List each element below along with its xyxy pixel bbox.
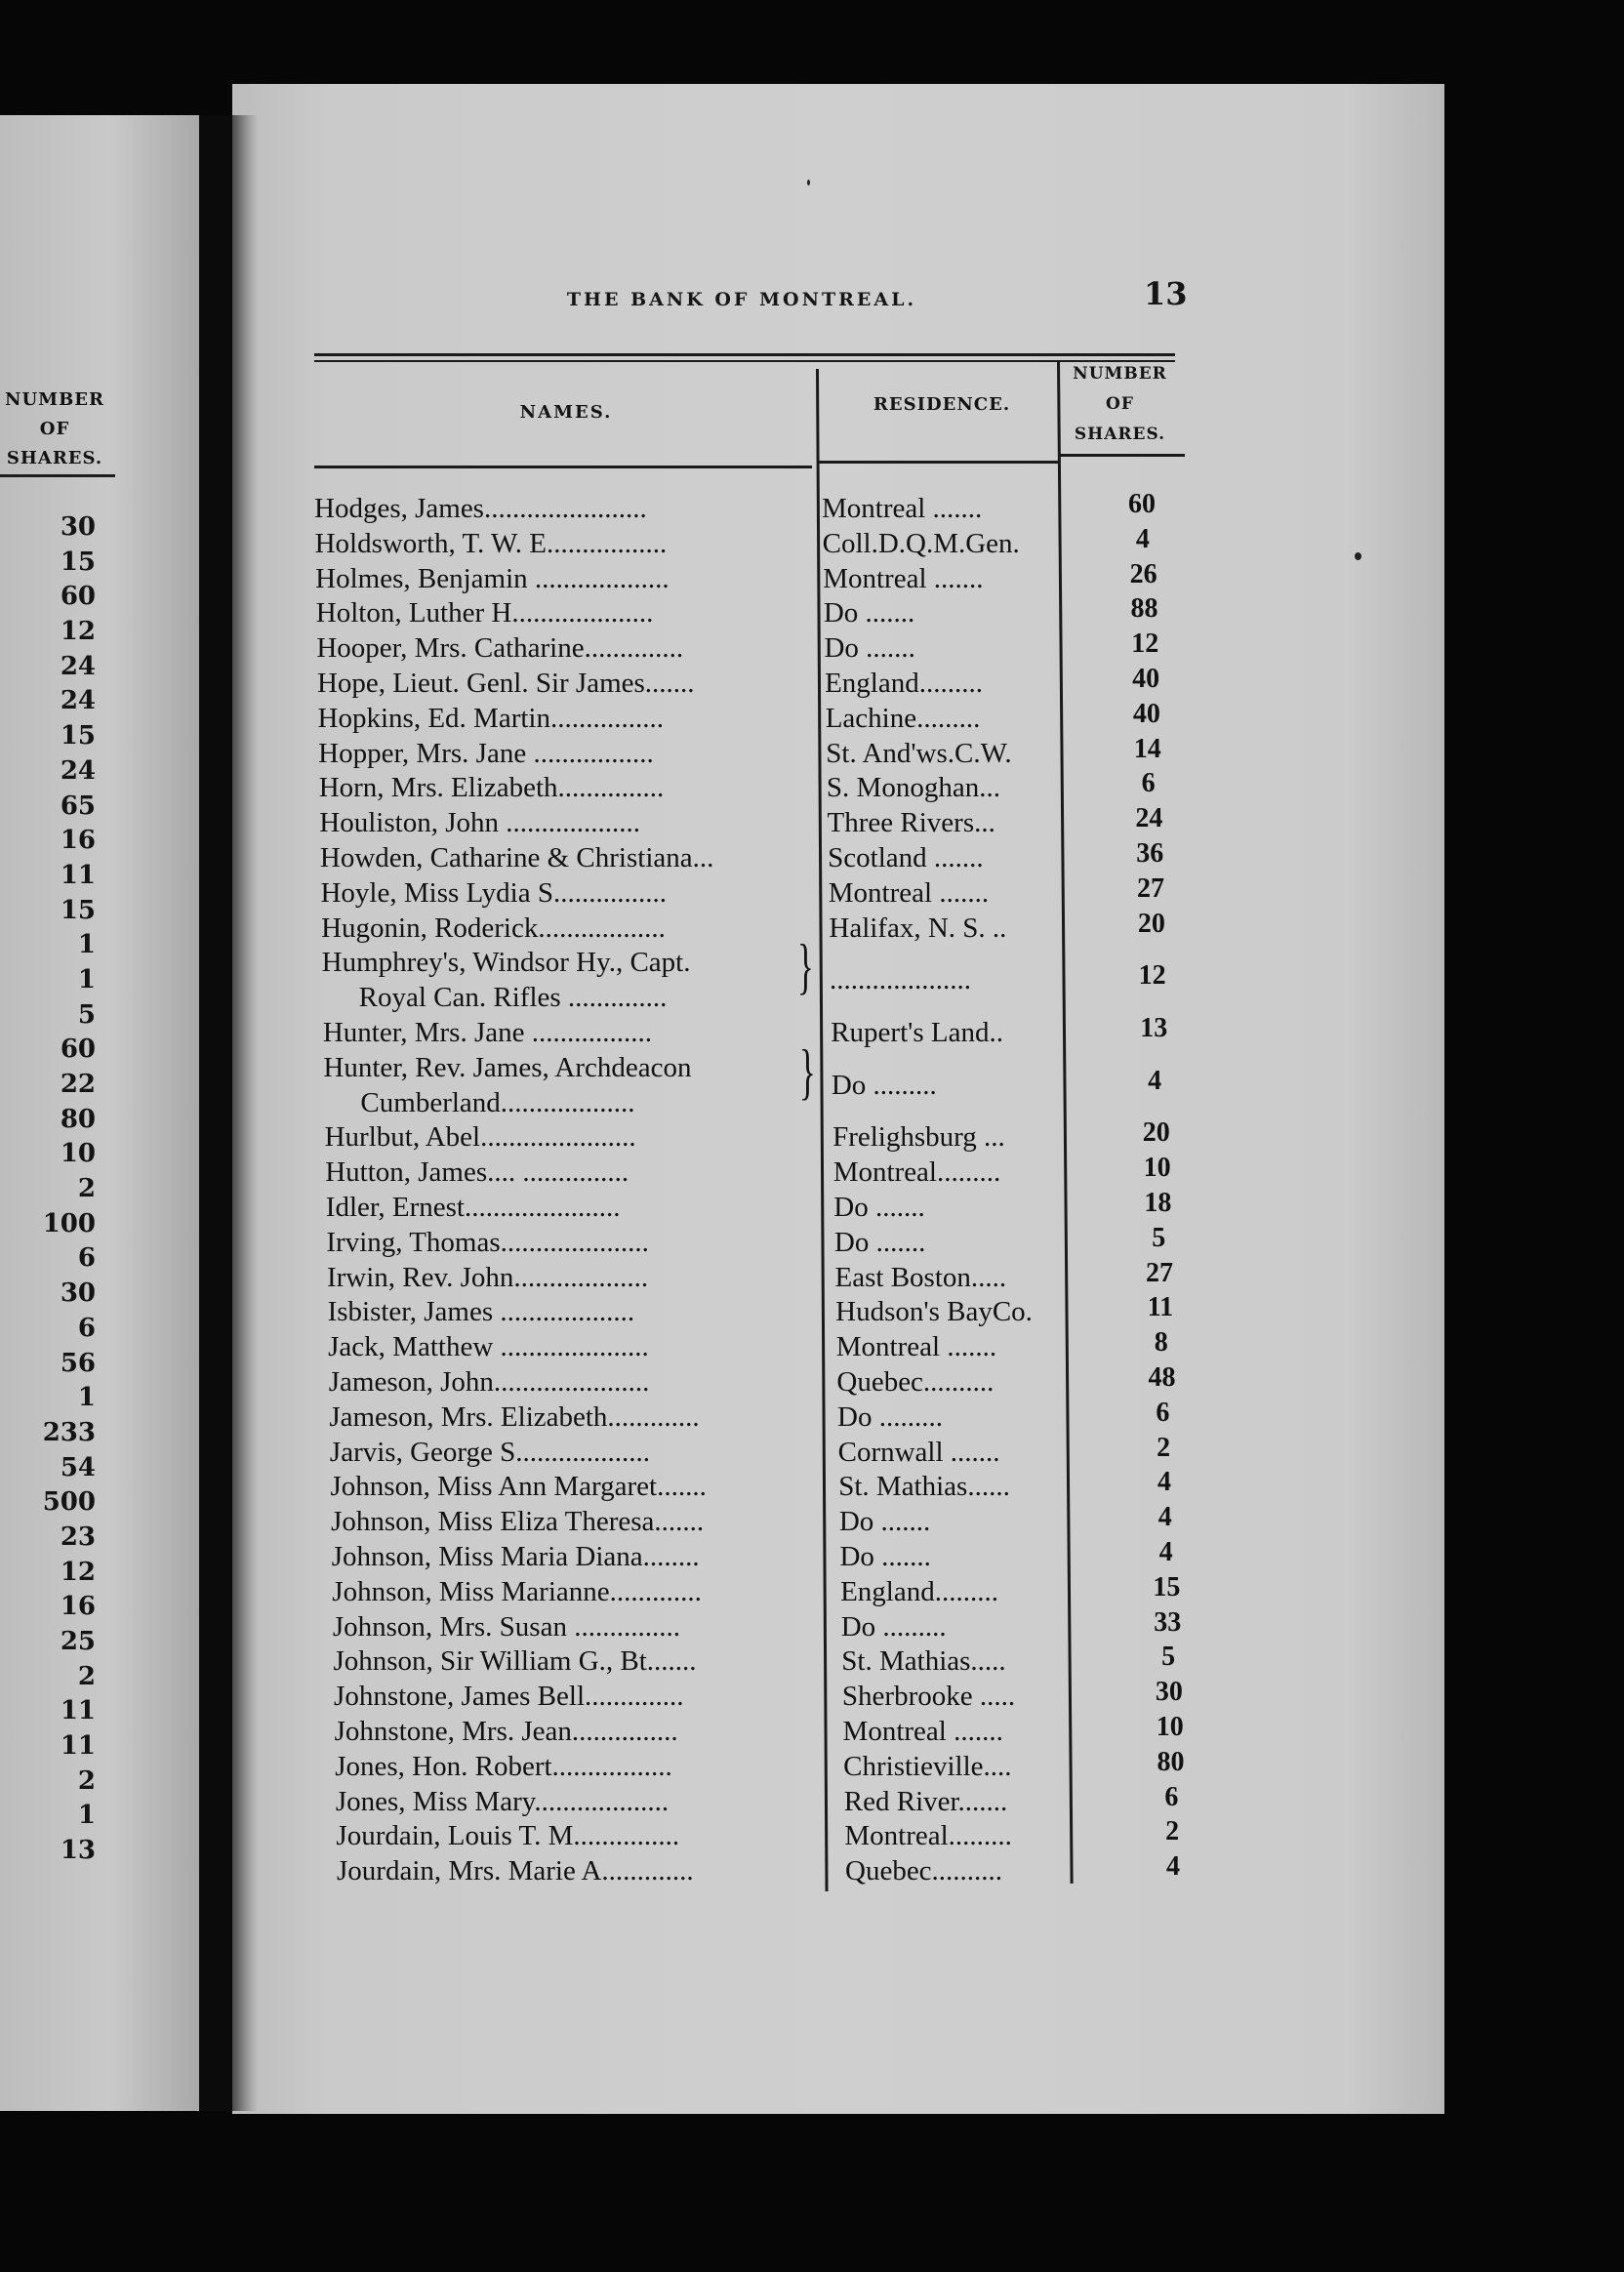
column-header-names: NAMES. <box>519 402 613 423</box>
residence: England......... <box>825 668 983 699</box>
share-count: 2 <box>1165 1816 1180 1847</box>
residence: Lachine......... <box>825 702 981 734</box>
left-share-value: 13 <box>60 1836 96 1866</box>
left-share-value: 2 <box>77 1765 96 1796</box>
share-count: 33 <box>1154 1606 1182 1638</box>
share-count: 10 <box>1143 1153 1171 1184</box>
left-share-value: 233 <box>42 1417 96 1447</box>
left-share-value: 6 <box>77 1243 96 1274</box>
shareholder-name: Hurlbut, Abel...................... <box>324 1121 636 1154</box>
left-share-value: 12 <box>60 1557 96 1587</box>
shareholder-name: Hutton, James.... ............... <box>325 1156 629 1189</box>
left-share-value: 16 <box>60 826 96 856</box>
shareholder-name: Johnson, Miss Ann Margaret....... <box>330 1471 707 1503</box>
shareholder-name: Holdsworth, T. W. E................. <box>314 527 668 559</box>
left-share-value: 23 <box>60 1521 96 1552</box>
residence: Do ....... <box>823 597 915 629</box>
shareholder-name: Jones, Hon. Robert................. <box>335 1750 672 1782</box>
residence: S. Monoghan... <box>826 772 1000 804</box>
left-share-value: 1 <box>77 1383 96 1413</box>
shareholder-name: Hunter, Mrs. Jane ................. <box>322 1017 652 1048</box>
left-share-value: 1 <box>77 930 96 960</box>
left-share-value: 10 <box>60 1139 96 1169</box>
left-share-value: 60 <box>60 582 96 612</box>
share-count: 10 <box>1156 1712 1184 1742</box>
shareholder-name: Humphrey's, Windsor Hy., Capt. <box>321 947 691 979</box>
share-count: 4 <box>1135 523 1150 554</box>
left-header-line3: SHARES. <box>6 448 103 468</box>
shareholder-name: Jourdain, Louis T. M............... <box>336 1820 680 1852</box>
share-count: 4 <box>1158 1537 1173 1567</box>
shares-header-line1: NUMBER <box>1073 364 1167 384</box>
left-share-value: 60 <box>60 1035 96 1065</box>
residence: Do ....... <box>838 1506 931 1538</box>
shareholder-name: Johnson, Miss Maria Diana........ <box>331 1541 700 1572</box>
shareholder-name-continued: Royal Can. Rifles .............. <box>358 982 668 1014</box>
share-count: 15 <box>1153 1571 1181 1603</box>
residence: Frelighsburg ... <box>832 1121 1005 1154</box>
shareholder-name: Holton, Luther H.................... <box>315 597 654 629</box>
share-count: 30 <box>1155 1677 1183 1708</box>
share-count: 4 <box>1148 1065 1162 1096</box>
share-count: 5 <box>1161 1642 1176 1673</box>
residence: Halifax, N. S. .. <box>829 912 1007 944</box>
share-count: 48 <box>1148 1362 1176 1393</box>
share-count: 40 <box>1132 698 1160 729</box>
brace-mark: } <box>796 931 814 1001</box>
left-share-value: 30 <box>60 512 96 542</box>
brace-mark: } <box>798 1035 816 1106</box>
share-count: 40 <box>1132 664 1160 694</box>
residence: Red River....... <box>843 1785 1008 1817</box>
left-share-value: 65 <box>60 791 96 821</box>
running-title: THE BANK OF MONTREAL. <box>566 289 917 310</box>
shareholder-name: Hope, Lieut. Genl. Sir James....... <box>316 668 695 699</box>
residence: Do ....... <box>833 1226 926 1258</box>
share-count: 20 <box>1137 908 1165 939</box>
share-count: 2 <box>1157 1432 1171 1463</box>
share-count: 6 <box>1141 768 1156 799</box>
shareholder-name: Hodges, James....................... <box>314 493 647 524</box>
shareholder-name: Johnson, Miss Eliza Theresa....... <box>331 1506 705 1538</box>
residence: East Boston..... <box>834 1261 1007 1293</box>
residence: Quebec.......... <box>836 1366 995 1398</box>
residence: Christieville.... <box>843 1750 1012 1782</box>
share-count: 26 <box>1129 558 1157 589</box>
share-count: 13 <box>1140 1013 1168 1043</box>
left-share-value: 11 <box>60 860 96 890</box>
residence: Montreal ....... <box>835 1331 997 1363</box>
left-share-value: 80 <box>60 1104 96 1134</box>
left-share-value: 11 <box>60 1696 96 1726</box>
residence: Do ....... <box>824 632 915 665</box>
residence: England......... <box>840 1575 998 1607</box>
left-share-value: 30 <box>60 1278 96 1309</box>
page-number: 13 <box>1144 275 1188 312</box>
left-share-value: 16 <box>60 1592 96 1622</box>
left-share-value: 25 <box>60 1627 96 1656</box>
share-count: 14 <box>1133 733 1161 764</box>
share-count: 6 <box>1164 1781 1179 1812</box>
left-share-value: 56 <box>60 1348 96 1378</box>
share-count: 11 <box>1147 1292 1174 1323</box>
share-count: 27 <box>1146 1257 1174 1288</box>
left-share-value: 12 <box>60 617 96 647</box>
shareholder-name: Hopper, Mrs. Jane ................. <box>318 737 654 769</box>
shareholder-name: Jack, Matthew ..................... <box>328 1331 649 1363</box>
ink-speck <box>807 180 810 185</box>
shares-header-line2: OF <box>1106 394 1134 414</box>
residence: St. And'ws.C.W. <box>826 737 1012 769</box>
residence: Do ......... <box>837 1400 943 1433</box>
left-share-value: 24 <box>60 651 96 681</box>
shareholder-name: Hunter, Rev. James, Archdeacon <box>323 1051 692 1083</box>
share-count: 4 <box>1157 1502 1172 1533</box>
shareholder-name: Jameson, John...................... <box>328 1366 650 1398</box>
shareholder-name: Howden, Catharine & Christiana... <box>319 842 714 873</box>
residence: Scotland ....... <box>828 842 984 873</box>
ink-speck <box>1355 552 1361 560</box>
residence: Montreal ....... <box>822 493 983 524</box>
residence: St. Mathias...... <box>838 1471 1010 1503</box>
shareholder-name: Houliston, John ................... <box>319 807 640 839</box>
shares-header-line3: SHARES. <box>1074 425 1166 444</box>
left-share-value: 2 <box>77 1174 96 1204</box>
shareholder-name: Hugonin, Roderick.................. <box>321 912 666 944</box>
shareholder-name: Hoyle, Miss Lydia S................ <box>320 876 667 909</box>
share-count: 24 <box>1135 803 1163 834</box>
shareholder-name: Idler, Ernest...................... <box>325 1192 621 1223</box>
shareholder-name: Jones, Miss Mary................... <box>335 1785 670 1817</box>
residence: St. Mathias..... <box>841 1645 1006 1678</box>
shareholder-name: Horn, Mrs. Elizabeth............... <box>318 772 665 804</box>
left-share-value: 54 <box>60 1452 96 1482</box>
left-share-value: 15 <box>60 547 96 577</box>
shareholder-name: Hopkins, Ed. Martin................ <box>317 702 664 734</box>
left-header-line1: NUMBER <box>5 389 104 410</box>
shareholder-name: Irving, Thomas..................... <box>326 1226 649 1258</box>
shareholder-name: Johnson, Mrs. Susan ............... <box>332 1610 680 1643</box>
left-share-value: 500 <box>42 1487 96 1518</box>
left-share-value: 22 <box>60 1070 96 1099</box>
residence: Do ......... <box>840 1610 947 1643</box>
shareholder-name: Johnstone, Mrs. Jean............... <box>334 1716 678 1747</box>
shareholder-name: Jarvis, George S................... <box>329 1436 651 1468</box>
share-count: 18 <box>1144 1188 1172 1218</box>
share-count: 80 <box>1157 1746 1185 1777</box>
left-share-value: 24 <box>60 755 96 786</box>
share-count: 12 <box>1131 629 1159 660</box>
left-share-value: 5 <box>77 999 96 1030</box>
shareholder-name: Johnson, Miss Marianne............. <box>332 1575 702 1607</box>
left-share-value: 15 <box>60 721 96 751</box>
shareholder-name: Johnstone, James Bell.............. <box>334 1681 684 1713</box>
shareholder-name: Hooper, Mrs. Catharine.............. <box>316 632 684 665</box>
residence: Cornwall ....... <box>837 1436 1000 1468</box>
shareholder-name: Jameson, Mrs. Elizabeth............. <box>329 1400 700 1433</box>
left-share-value: 1 <box>77 1801 96 1831</box>
shareholder-name: Isbister, James ................... <box>327 1296 635 1328</box>
share-count: 60 <box>1128 489 1156 519</box>
share-count: 20 <box>1142 1117 1170 1149</box>
residence: Rupert's Land.. <box>831 1017 1003 1048</box>
residence: Quebec.......... <box>845 1855 1003 1887</box>
residence: .................... <box>830 964 971 996</box>
residence: Coll.D.Q.M.Gen. <box>822 527 1020 559</box>
residence: Montreal......... <box>844 1820 1012 1852</box>
shareholder-name: Irwin, Rev. John................... <box>326 1261 649 1293</box>
share-count: 4 <box>1166 1851 1180 1883</box>
column-header-residence: RESIDENCE. <box>873 394 1011 415</box>
residence: Sherbrooke ..... <box>841 1681 1016 1713</box>
left-share-value: 15 <box>60 895 96 925</box>
residence: Montreal ....... <box>823 562 984 594</box>
shareholder-name: Jourdain, Mrs. Marie A............. <box>337 1855 694 1887</box>
share-count: 6 <box>1156 1397 1170 1428</box>
residence: Three Rivers... <box>827 807 995 839</box>
residence: Do ......... <box>831 1069 937 1101</box>
shareholder-name-continued: Cumberland................... <box>360 1086 635 1118</box>
left-share-value: 6 <box>77 1313 96 1343</box>
shareholder-name: Johnson, Sir William G., Bt....... <box>333 1645 697 1678</box>
residence: Hudson's BayCo. <box>835 1296 1033 1328</box>
share-count: 27 <box>1137 872 1165 904</box>
residence: Montreal ....... <box>842 1716 1003 1747</box>
left-share-value: 11 <box>60 1731 96 1762</box>
residence: Do ....... <box>833 1192 925 1223</box>
left-share-value: 1 <box>77 964 96 994</box>
left-header-line2: OF <box>39 419 70 439</box>
share-count: 36 <box>1136 838 1164 869</box>
left-share-value: 2 <box>77 1661 96 1691</box>
left-share-value: 100 <box>42 1208 96 1238</box>
residence: Montreal ....... <box>828 876 990 909</box>
share-count: 12 <box>1138 960 1166 992</box>
shareholder-name: Holmes, Benjamin ................... <box>315 562 670 594</box>
residence: Montreal......... <box>832 1156 1001 1189</box>
share-count: 8 <box>1154 1327 1168 1359</box>
share-count: 88 <box>1130 593 1158 625</box>
share-count: 5 <box>1152 1222 1166 1253</box>
left-share-value: 24 <box>60 686 96 716</box>
share-count: 4 <box>1157 1467 1171 1498</box>
residence: Do ....... <box>839 1541 931 1572</box>
